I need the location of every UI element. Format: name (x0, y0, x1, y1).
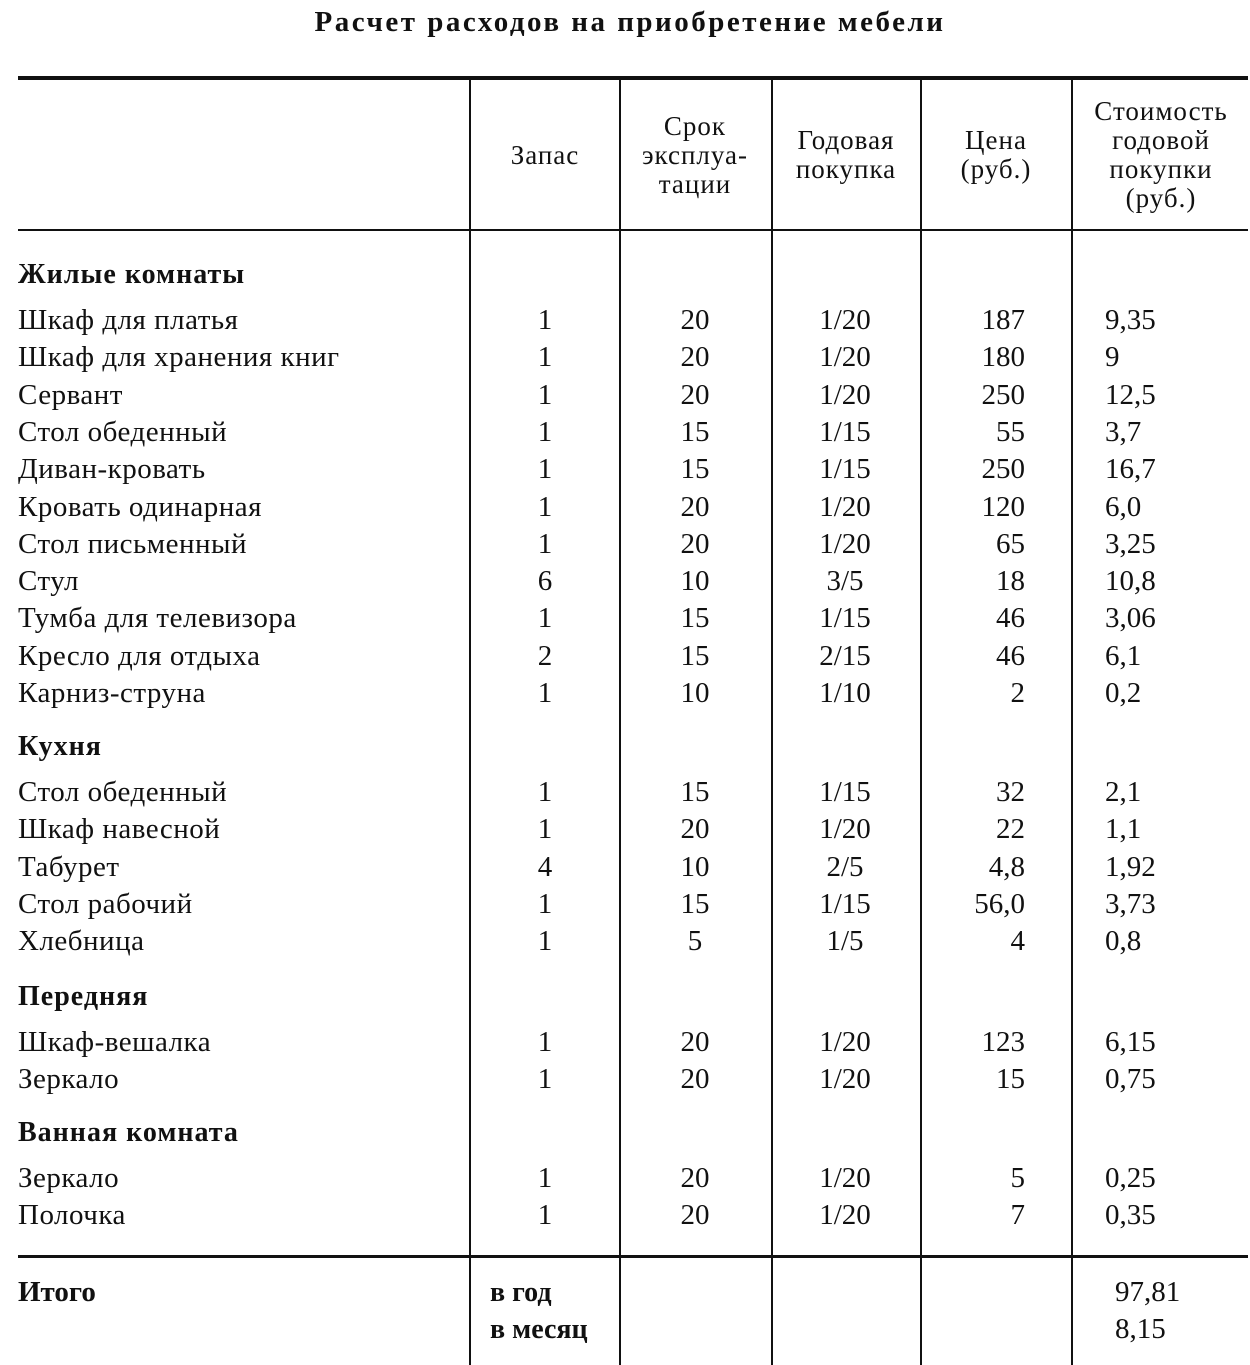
annual-purchase-cell: 1/15 (819, 776, 871, 808)
price-cell: 46 (996, 602, 1025, 634)
total-per-year-label: в год (490, 1277, 552, 1308)
table-row (0, 414, 1250, 451)
table-row (0, 1197, 1250, 1234)
table-row (0, 451, 1250, 488)
price-cell: 180 (981, 341, 1025, 373)
stock-cell: 1 (537, 888, 553, 920)
annual-purchase-cell: 1/20 (819, 1162, 871, 1194)
stock-cell: 2 (537, 640, 553, 672)
term-cell: 20 (680, 1063, 710, 1095)
price-cell: 46 (996, 640, 1025, 672)
term-cell: 20 (680, 491, 710, 523)
cost-cell: 3,06 (1105, 602, 1156, 634)
cost-cell: 1,92 (1105, 851, 1156, 883)
item-name: Стол рабочий (18, 888, 193, 920)
section-heading: Ванная комната (18, 1117, 239, 1148)
stock-cell: 1 (537, 528, 553, 560)
annual-purchase-cell: 1/20 (819, 1026, 871, 1058)
table-row (0, 377, 1250, 414)
table-row (0, 849, 1250, 886)
cost-cell: 6,15 (1105, 1026, 1156, 1058)
price-cell: 22 (996, 813, 1025, 845)
table-row (0, 675, 1250, 712)
item-name: Карниз-струна (18, 677, 206, 709)
price-cell: 18 (996, 565, 1025, 597)
annual-purchase-cell: 1/5 (826, 925, 864, 957)
term-cell: 15 (680, 640, 710, 672)
section-heading: Передняя (18, 981, 149, 1012)
table-row (0, 600, 1250, 637)
cost-cell: 2,1 (1105, 776, 1142, 808)
term-cell: 20 (680, 1199, 710, 1231)
price-cell: 4 (1010, 925, 1025, 957)
price-cell: 56,0 (974, 888, 1025, 920)
table-row (0, 302, 1250, 339)
annual-purchase-cell: 3/5 (826, 565, 864, 597)
cost-cell: 6,0 (1105, 491, 1142, 523)
term-cell: 20 (680, 1026, 710, 1058)
term-cell: 20 (680, 379, 710, 411)
term-cell: 20 (680, 528, 710, 560)
annual-purchase-cell: 1/20 (819, 813, 871, 845)
item-name: Кровать одинарная (18, 491, 262, 523)
annual-purchase-cell: 1/15 (819, 453, 871, 485)
cost-cell: 0,75 (1105, 1063, 1156, 1095)
item-name: Зеркало (18, 1063, 120, 1095)
term-cell: 15 (680, 453, 710, 485)
price-cell: 250 (981, 379, 1025, 411)
section-heading: Жилые комнаты (18, 259, 246, 290)
stock-cell: 1 (537, 379, 553, 411)
table-row (0, 638, 1250, 675)
item-name: Шкаф-вешалка (18, 1026, 212, 1058)
total-per-month-value: 8,15 (1115, 1313, 1166, 1345)
term-cell: 15 (680, 602, 710, 634)
stock-cell: 4 (537, 851, 553, 883)
header-term: Срок эксплуа- тации (641, 110, 749, 199)
annual-purchase-cell: 1/20 (819, 341, 871, 373)
cost-cell: 3,25 (1105, 528, 1156, 560)
table-row (0, 1024, 1250, 1061)
annual-purchase-cell: 1/20 (819, 379, 871, 411)
price-cell: 4,8 (988, 851, 1025, 883)
stock-cell: 1 (537, 677, 553, 709)
table-row (0, 526, 1250, 563)
header-annual-cost: Стоимость годовой покупки (руб.) (1094, 96, 1228, 213)
cost-cell: 0,8 (1105, 925, 1142, 957)
item-name: Полочка (18, 1199, 126, 1231)
term-cell: 20 (680, 813, 710, 845)
top-rule (18, 76, 1248, 80)
stock-cell: 6 (537, 565, 553, 597)
annual-purchase-cell: 1/15 (819, 602, 871, 634)
cost-cell: 6,1 (1105, 640, 1142, 672)
term-cell: 5 (687, 925, 703, 957)
table-row (0, 489, 1250, 526)
price-cell: 2 (1010, 677, 1025, 709)
term-cell: 10 (680, 677, 710, 709)
total-per-year-value: 97,81 (1115, 1276, 1181, 1308)
cost-cell: 12,5 (1105, 379, 1156, 411)
table-row (0, 1061, 1250, 1098)
stock-cell: 1 (537, 813, 553, 845)
stock-cell: 1 (537, 341, 553, 373)
stock-cell: 1 (537, 491, 553, 523)
term-cell: 15 (680, 888, 710, 920)
item-name: Хлебница (18, 925, 145, 957)
cost-cell: 3,73 (1105, 888, 1156, 920)
cost-cell: 9,35 (1105, 304, 1156, 336)
table-row (0, 339, 1250, 376)
item-name: Стол обеденный (18, 776, 228, 808)
table-row (0, 811, 1250, 848)
table-row (0, 886, 1250, 923)
stock-cell: 1 (537, 1162, 553, 1194)
price-cell: 32 (996, 776, 1025, 808)
term-cell: 20 (680, 341, 710, 373)
stock-cell: 1 (537, 416, 553, 448)
term-cell: 15 (680, 416, 710, 448)
cost-cell: 0,25 (1105, 1162, 1156, 1194)
term-cell: 10 (680, 565, 710, 597)
cost-cell: 1,1 (1105, 813, 1142, 845)
annual-purchase-cell: 1/10 (819, 677, 871, 709)
item-name: Диван-кровать (18, 453, 206, 485)
annual-purchase-cell: 2/15 (819, 640, 871, 672)
price-cell: 250 (981, 453, 1025, 485)
item-name: Шкаф для платья (18, 304, 239, 336)
stock-cell: 1 (537, 1063, 553, 1095)
table-row (0, 923, 1250, 960)
item-name: Стул (18, 565, 79, 597)
cost-cell: 10,8 (1105, 565, 1156, 597)
price-cell: 123 (981, 1026, 1025, 1058)
item-name: Табурет (18, 851, 120, 883)
price-cell: 120 (981, 491, 1025, 523)
annual-purchase-cell: 1/20 (819, 1199, 871, 1231)
annual-purchase-cell: 1/15 (819, 416, 871, 448)
price-cell: 5 (1010, 1162, 1025, 1194)
item-name: Кресло для отдыха (18, 640, 261, 672)
item-name: Стол письменный (18, 528, 247, 560)
item-name: Шкаф навесной (18, 813, 221, 845)
header-annual-purchase: Годовая покупка (795, 125, 897, 184)
annual-purchase-cell: 1/20 (819, 304, 871, 336)
stock-cell: 1 (537, 304, 553, 336)
item-name: Стол обеденный (18, 416, 228, 448)
term-cell: 15 (680, 776, 710, 808)
price-cell: 187 (981, 304, 1025, 336)
total-per-month-label: в месяц (490, 1314, 588, 1345)
term-cell: 10 (680, 851, 710, 883)
header-rule (18, 229, 1248, 231)
item-name: Сервант (18, 379, 123, 411)
item-name: Зеркало (18, 1162, 120, 1194)
price-cell: 7 (1010, 1199, 1025, 1231)
header-stock: Запас (510, 139, 580, 170)
table-row (0, 1160, 1250, 1197)
term-cell: 20 (680, 304, 710, 336)
cost-cell: 16,7 (1105, 453, 1156, 485)
price-cell: 65 (996, 528, 1025, 560)
item-name: Тумба для телевизора (18, 602, 297, 634)
stock-cell: 1 (537, 1199, 553, 1231)
table-row (0, 774, 1250, 811)
cost-cell: 3,7 (1105, 416, 1142, 448)
page-title: Расчет расходов на приобретение мебели (314, 6, 946, 38)
price-cell: 55 (996, 416, 1025, 448)
stock-cell: 1 (537, 602, 553, 634)
section-heading: Кухня (18, 731, 102, 762)
cost-cell: 9 (1105, 341, 1120, 373)
term-cell: 20 (680, 1162, 710, 1194)
annual-purchase-cell: 2/5 (826, 851, 864, 883)
annual-purchase-cell: 1/20 (819, 491, 871, 523)
stock-cell: 1 (537, 1026, 553, 1058)
item-name: Шкаф для хранения книг (18, 341, 340, 373)
annual-purchase-cell: 1/20 (819, 528, 871, 560)
footer-rule (18, 1255, 1248, 1258)
total-label: Итого (18, 1276, 96, 1308)
header-price: Цена (руб.) (960, 125, 1032, 184)
annual-purchase-cell: 1/20 (819, 1063, 871, 1095)
cost-cell: 0,2 (1105, 677, 1142, 709)
cost-cell: 0,35 (1105, 1199, 1156, 1231)
stock-cell: 1 (537, 453, 553, 485)
table-row (0, 563, 1250, 600)
annual-purchase-cell: 1/15 (819, 888, 871, 920)
price-cell: 15 (996, 1063, 1025, 1095)
stock-cell: 1 (537, 925, 553, 957)
stock-cell: 1 (537, 776, 553, 808)
